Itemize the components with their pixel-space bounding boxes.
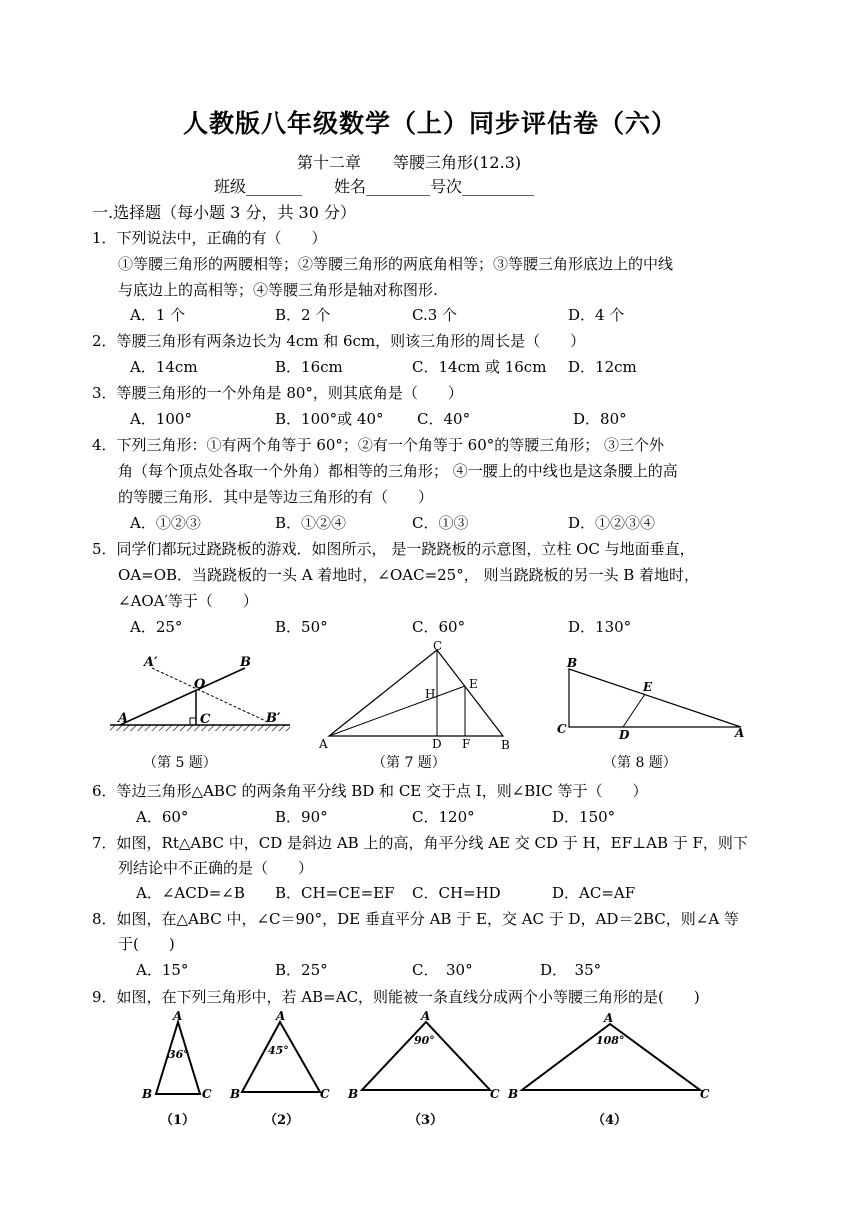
q3-option-c: C．40° bbox=[417, 410, 471, 428]
seesaw-board bbox=[120, 668, 245, 725]
question-4-line3: 的等腰三角形．其中是等边三角形的有（ ） bbox=[118, 488, 434, 506]
q4-option-a: A．①②③ bbox=[130, 514, 201, 532]
q1-option-d: D．4 个 bbox=[568, 306, 625, 324]
tri1-label-c: C bbox=[202, 1087, 212, 1101]
q1-option-b: B．2 个 bbox=[275, 306, 331, 324]
tri4-caption: （4） bbox=[592, 1113, 628, 1128]
tri4-angle: 108° bbox=[596, 1034, 625, 1047]
figure-9-triangles bbox=[130, 1010, 730, 1135]
question-4-stem: 4．下列三角形：①有两个角等于 60°；②有一个角等于 60°的等腰三角形； ③三个外 bbox=[92, 436, 665, 454]
question-5-stem: 5．同学们都玩过跷跷板的游戏．如图所示， 是一跷跷板的示意图，立柱 OC 与地面垂直， bbox=[92, 540, 695, 558]
label-e: E bbox=[469, 677, 478, 691]
label-e: E bbox=[643, 680, 653, 694]
question-8-line2: 于( ) bbox=[118, 935, 175, 953]
q2-option-a: A．14cm bbox=[130, 358, 198, 376]
figure-7-triangle bbox=[315, 640, 520, 755]
tri1-caption: （1） bbox=[160, 1113, 196, 1128]
question-1-line2: ①等腰三角形的两腰相等；②等腰三角形的两底角相等；③等腰三角形底边上的中线 bbox=[118, 255, 674, 273]
q6-option-d: D．150° bbox=[552, 808, 616, 826]
question-5-line3: ∠AOA′等于（ ） bbox=[118, 592, 258, 610]
question-9-stem: 9．如图，在下列三角形中，若 AB=AC，则能被一条直线分成两个小等腰三角形的是( ) bbox=[92, 988, 700, 1006]
tri3-label-a: A bbox=[421, 1010, 431, 1023]
figure-8-triangle bbox=[555, 655, 755, 745]
label-a: A bbox=[735, 726, 745, 740]
label-h: H bbox=[425, 687, 436, 701]
label-f: F bbox=[462, 737, 471, 751]
q5-option-c: C．60° bbox=[412, 618, 466, 636]
label-a-prime: A′ bbox=[144, 655, 158, 670]
tri2-caption: （2） bbox=[264, 1113, 300, 1128]
student-info-line: 班级_______ 姓名________号次_________ bbox=[214, 177, 535, 196]
tri2-label-c: C bbox=[320, 1087, 330, 1101]
label-d: D bbox=[619, 728, 630, 742]
q4-option-c: C．①③ bbox=[412, 514, 469, 532]
tri2-label-b: B bbox=[230, 1087, 241, 1101]
label-b: B bbox=[501, 738, 510, 752]
tri4-label-b: B bbox=[508, 1087, 519, 1101]
question-2-stem: 2．等腰三角形有两条边长为 4cm 和 6cm，则该三角形的周长是（ ） bbox=[92, 332, 586, 350]
q6-option-c: C．120° bbox=[412, 808, 475, 826]
bisector-ae bbox=[329, 686, 465, 736]
section-heading: 一.选择题（每小题 3 分，共 30 分） bbox=[92, 203, 356, 222]
q4-option-b: B．①②④ bbox=[275, 514, 347, 532]
figure-8-caption: （第 8 题） bbox=[603, 755, 677, 771]
tri3-label-c: C bbox=[490, 1087, 500, 1101]
tri1-label-b: B bbox=[142, 1087, 153, 1101]
q2-option-d: D．12cm bbox=[568, 358, 637, 376]
q2-option-b: B．16cm bbox=[275, 358, 343, 376]
q1-option-c: C.3 个 bbox=[412, 306, 458, 324]
triangle-abc bbox=[569, 669, 741, 727]
page-title: 人教版八年级数学（上）同步评估卷（六） bbox=[182, 109, 677, 138]
tri1-angle: 36° bbox=[168, 1048, 189, 1061]
label-c: C bbox=[200, 712, 211, 727]
tri1-label-a: A bbox=[173, 1010, 183, 1023]
figure-5-caption: （第 5 题） bbox=[143, 755, 217, 771]
tri3-angle: 90° bbox=[414, 1034, 435, 1047]
q1-option-a: A．1 个 bbox=[130, 306, 186, 324]
label-d: D bbox=[432, 737, 442, 751]
question-4-line2: 角（每个顶点处各取一个外角）都相等的三角形； ④一腰上的中线也是这条腰上的高 bbox=[118, 462, 678, 480]
label-a: A bbox=[319, 737, 328, 751]
label-c: C bbox=[557, 722, 567, 736]
q3-option-d: D．80° bbox=[573, 410, 627, 428]
triangle-abc bbox=[329, 650, 503, 736]
label-b: B bbox=[567, 656, 578, 670]
chapter-heading: 第十二章 等腰三角形(12.3) bbox=[297, 153, 522, 172]
tri2-angle: 45° bbox=[268, 1044, 289, 1057]
question-1-stem: 1．下列说法中，正确的有（ ） bbox=[92, 229, 327, 247]
question-3-stem: 3．等腰三角形的一个外角是 80°，则其底角是（ ） bbox=[92, 384, 463, 402]
q5-option-d: D．130° bbox=[568, 618, 632, 636]
question-5-line2: OA=OB．当跷跷板的一头 A 着地时，∠OAC=25°， 则当跷跷板的另一头 B 着地时， bbox=[118, 566, 700, 584]
seesaw-dashed-board bbox=[152, 668, 270, 723]
figure-7-caption: （第 7 题） bbox=[372, 755, 446, 771]
right-angle-mark bbox=[190, 718, 196, 725]
question-8-stem: 8．如图，在△ABC 中，∠C＝90°，DE 垂直平分 AB 于 E，交 AC 于 D，AD＝2BC，则∠A 等 bbox=[92, 910, 739, 928]
q6-option-a: A．60° bbox=[136, 808, 189, 826]
label-o: O bbox=[194, 677, 206, 692]
q5-option-b: B．50° bbox=[275, 618, 328, 636]
q8-option-a: A．15° bbox=[136, 961, 189, 979]
q5-option-a: A．25° bbox=[130, 618, 183, 636]
q7-option-a: A．∠ACD=∠B bbox=[136, 884, 245, 902]
tri2-label-a: A bbox=[276, 1010, 286, 1023]
q6-option-b: B．90° bbox=[275, 808, 328, 826]
tri4-label-c: C bbox=[700, 1087, 710, 1101]
q3-option-a: A．100° bbox=[130, 410, 192, 428]
q7-option-b: B．CH=CE=EF bbox=[275, 884, 395, 902]
question-7-stem: 7．如图，Rt△ABC 中，CD 是斜边 AB 上的高，角平分线 AE 交 CD 于 H，EF⊥AB 于 F，则下 bbox=[92, 834, 748, 852]
q7-option-c: C．CH=HD bbox=[412, 884, 501, 902]
figure-5-seesaw bbox=[100, 648, 300, 748]
q3-option-b: B．100°或 40° bbox=[275, 410, 384, 428]
triangle-2 bbox=[242, 1022, 320, 1092]
q7-option-d: D．AC=AF bbox=[552, 884, 636, 902]
label-b: B bbox=[240, 655, 251, 670]
segment-de bbox=[623, 694, 645, 727]
question-6-stem: 6．等边三角形△ABC 的两条角平分线 BD 和 CE 交于点 I，则∠BIC 等于（ ） bbox=[92, 782, 648, 800]
tri4-label-a: A bbox=[604, 1011, 614, 1025]
question-1-line3: 与底边上的高相等；④等腰三角形是轴对称图形. bbox=[118, 281, 438, 299]
q8-option-c: C． 30° bbox=[412, 961, 473, 979]
tri3-caption: （3） bbox=[408, 1113, 444, 1128]
label-b-prime: B′ bbox=[266, 711, 281, 726]
q8-option-d: D． 35° bbox=[540, 961, 602, 979]
q4-option-d: D．①②③④ bbox=[568, 514, 656, 532]
tri3-label-b: B bbox=[348, 1087, 359, 1101]
q8-option-b: B．25° bbox=[275, 961, 328, 979]
label-c: C bbox=[433, 640, 443, 653]
label-a: A bbox=[118, 711, 129, 726]
question-7-line2: 列结论中不正确的是（ ） bbox=[118, 859, 314, 877]
triangle-3 bbox=[362, 1022, 490, 1090]
q2-option-c: C．14cm 或 16cm bbox=[412, 358, 547, 376]
